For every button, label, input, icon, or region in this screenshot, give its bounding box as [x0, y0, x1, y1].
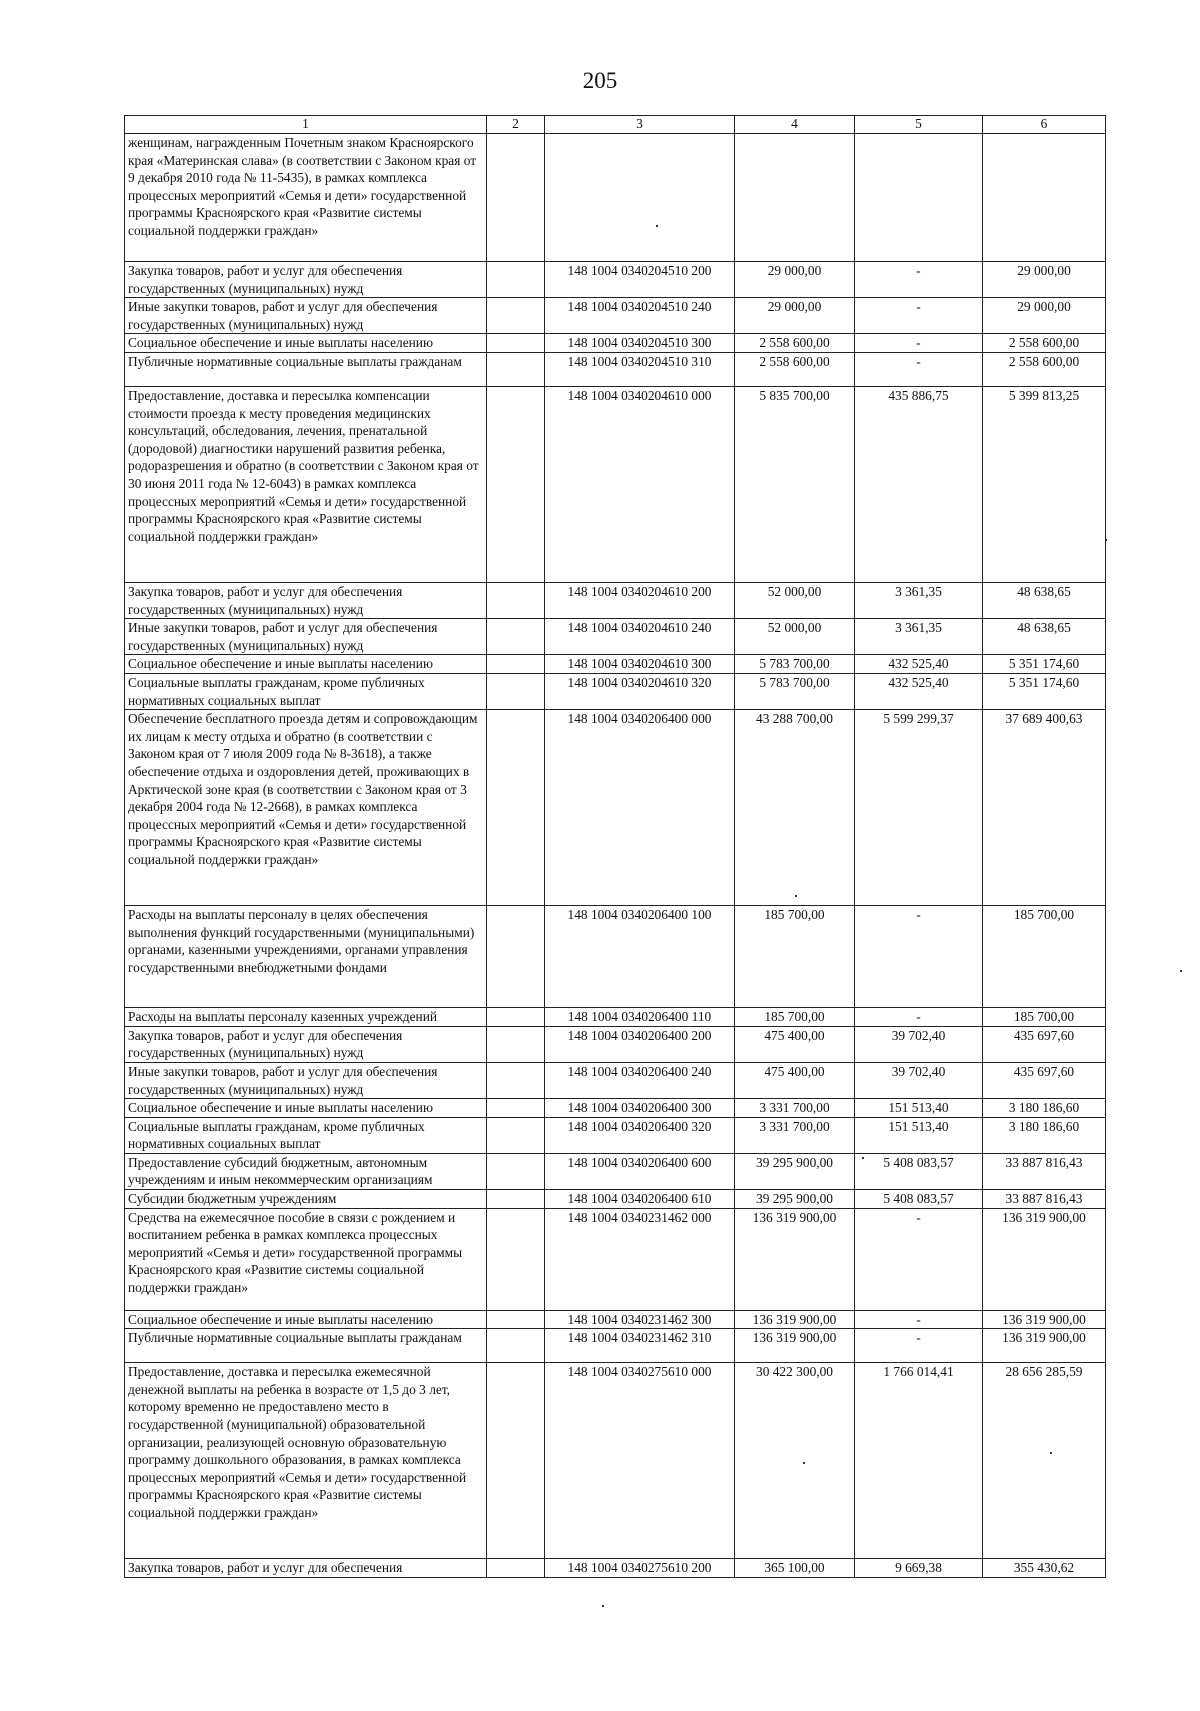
table-row: [125, 1008, 1106, 1027]
row-value4-cell: 29 000,00: [735, 298, 855, 334]
row-col2-cell: [487, 298, 545, 334]
row-name-cell: Иные закупки товаров, работ и услуг для обеспечения государственных (муниципальных) нужд: [125, 619, 487, 655]
row-value4-cell: 136 319 900,00: [735, 1310, 855, 1329]
row-code-cell: 148 1004 0340275610 000: [545, 1363, 735, 1559]
table-row: [125, 1363, 1106, 1559]
row-code-cell: 148 1004 0340204510 300: [545, 334, 735, 353]
row-value6-cell: 48 638,65: [983, 619, 1106, 655]
row-value4-cell: 475 400,00: [735, 1062, 855, 1098]
row-col2-cell: [487, 134, 545, 262]
row-code-cell: 148 1004 0340206400 100: [545, 906, 735, 1008]
row-col2-cell: [487, 262, 545, 298]
row-name-cell: женщинам, награжденным Почетным знаком Красноярского края «Материнская слава» (в соответствии с Законом края от 9 декабря 2010 года № 11-5435), в рамках комплекса процессных мероприятий «Семья и дети» государственной программы Красноярского края «Развитие системы социальной поддержки граждан»: [125, 134, 487, 262]
table-row: [125, 619, 1106, 655]
row-value4-cell: [735, 134, 855, 262]
row-value4-cell: 5 835 700,00: [735, 386, 855, 582]
row-value5-cell: [855, 134, 983, 262]
row-code-cell: 148 1004 0340275610 200: [545, 1559, 735, 1578]
row-value4-cell: 185 700,00: [735, 1008, 855, 1027]
row-name-cell: Закупка товаров, работ и услуг для обеспечения государственных (муниципальных) нужд: [125, 1026, 487, 1062]
table-body: [125, 134, 1106, 1578]
row-col2-cell: [487, 1310, 545, 1329]
row-col2-cell: [487, 386, 545, 582]
row-name-cell: Обеспечение бесплатного проезда детям и сопровождающим их лицам к месту отдыха и обратно (в соответствии с Законом края от 7 июля 2009 года № 8-3618), а также обеспечение отдыха и оздоровления детей, проживающих в Арктической зоне края (в соответствии с Законом края от 3 декабря 2004 года № 12-2668), в рамках комплекса процессных мероприятий «Семья и дети» государственной программы Красноярского края «Развитие системы социальной поддержки граждан»: [125, 710, 487, 906]
row-value6-cell: 136 319 900,00: [983, 1310, 1106, 1329]
row-value6-cell: 5 399 813,25: [983, 386, 1106, 582]
table-row: [125, 386, 1106, 582]
row-name-cell: Субсидии бюджетным учреждениям: [125, 1190, 487, 1209]
row-value5-cell: 151 513,40: [855, 1099, 983, 1118]
row-name-cell: Закупка товаров, работ и услуг для обеспечения государственных (муниципальных) нужд: [125, 582, 487, 618]
row-value6-cell: 136 319 900,00: [983, 1208, 1106, 1310]
row-value5-cell: 5 599 299,37: [855, 710, 983, 906]
scan-speck: [1180, 970, 1182, 972]
row-name-cell: Предоставление, доставка и пересылка компенсации стоимости проезда к месту проведения медицинских консультаций, обследования, лечения, пренатальной (дородовой) диагностики нарушений развития ребенка, родоразрешения и обратно (в соответствии с Законом края от 30 июня 2011 года № 12-6043) в рамках комплекса процессных мероприятий «Семья и дети» государственной программы Красноярского края «Развитие системы социальной поддержки граждан»: [125, 386, 487, 582]
column-header-3: 3: [545, 116, 735, 134]
row-value5-cell: -: [855, 906, 983, 1008]
row-col2-cell: [487, 1026, 545, 1062]
table-row: [125, 1329, 1106, 1363]
row-col2-cell: [487, 334, 545, 353]
row-value5-cell: -: [855, 1329, 983, 1363]
row-col2-cell: [487, 1008, 545, 1027]
row-value4-cell: 43 288 700,00: [735, 710, 855, 906]
table-row: [125, 352, 1106, 386]
row-col2-cell: [487, 1190, 545, 1209]
row-col2-cell: [487, 352, 545, 386]
table-row: [125, 1026, 1106, 1062]
row-col2-cell: [487, 1329, 545, 1363]
column-header-2: 2: [487, 116, 545, 134]
table-row: [125, 1559, 1106, 1578]
table-row: [125, 655, 1106, 674]
table-row: [125, 673, 1106, 709]
row-code-cell: 148 1004 0340231462 300: [545, 1310, 735, 1329]
row-value6-cell: 136 319 900,00: [983, 1329, 1106, 1363]
row-code-cell: 148 1004 0340204510 240: [545, 298, 735, 334]
row-value5-cell: -: [855, 298, 983, 334]
row-value5-cell: 3 361,35: [855, 619, 983, 655]
row-name-cell: Социальное обеспечение и иные выплаты населению: [125, 1310, 487, 1329]
row-name-cell: Публичные нормативные социальные выплаты гражданам: [125, 352, 487, 386]
row-code-cell: 148 1004 0340206400 300: [545, 1099, 735, 1118]
row-value6-cell: 29 000,00: [983, 262, 1106, 298]
row-col2-cell: [487, 582, 545, 618]
row-name-cell: Расходы на выплаты персоналу в целях обеспечения выполнения функций государственными (муниципальными) органами, казенными учреждениями, органами управления государственными внебюджетными фондами: [125, 906, 487, 1008]
budget-table: [124, 115, 1106, 1578]
row-value4-cell: 185 700,00: [735, 906, 855, 1008]
table-row: [125, 710, 1106, 906]
row-name-cell: Предоставление, доставка и пересылка ежемесячной денежной выплаты на ребенка в возрасте от 1,5 до 3 лет, которому временно не предоставлено место в государственной (муниципальной) образовательной организации, реализующей основную образовательную программу дошкольного образования, в рамках комплекса процессных мероприятий «Семья и дети» государственной программы Красноярского края «Развитие системы социальной поддержки граждан»: [125, 1363, 487, 1559]
row-code-cell: 148 1004 0340206400 320: [545, 1117, 735, 1153]
scan-speck: [795, 895, 797, 897]
row-value6-cell: 435 697,60: [983, 1026, 1106, 1062]
scan-speck: [1050, 1452, 1052, 1454]
row-value5-cell: 1 766 014,41: [855, 1363, 983, 1559]
row-code-cell: [545, 134, 735, 262]
row-value5-cell: -: [855, 1208, 983, 1310]
table-row: [125, 134, 1106, 262]
row-col2-cell: [487, 1062, 545, 1098]
row-code-cell: 148 1004 0340204510 310: [545, 352, 735, 386]
row-value4-cell: 52 000,00: [735, 582, 855, 618]
table-row: [125, 582, 1106, 618]
row-col2-cell: [487, 1099, 545, 1118]
row-value6-cell: 37 689 400,63: [983, 710, 1106, 906]
row-name-cell: Социальное обеспечение и иные выплаты населению: [125, 655, 487, 674]
row-col2-cell: [487, 655, 545, 674]
scan-speck: [656, 225, 658, 227]
row-col2-cell: [487, 1208, 545, 1310]
row-col2-cell: [487, 1117, 545, 1153]
row-value5-cell: 39 702,40: [855, 1062, 983, 1098]
row-value5-cell: -: [855, 352, 983, 386]
row-name-cell: Предоставление субсидий бюджетным, автономным учреждениям и иным некоммерческим организациям: [125, 1153, 487, 1189]
table-row: [125, 298, 1106, 334]
row-col2-cell: [487, 1363, 545, 1559]
row-code-cell: 148 1004 0340231462 000: [545, 1208, 735, 1310]
table-row: [125, 1153, 1106, 1189]
row-value6-cell: 2 558 600,00: [983, 352, 1106, 386]
table-row: [125, 1208, 1106, 1310]
row-value4-cell: 136 319 900,00: [735, 1329, 855, 1363]
row-code-cell: 148 1004 0340206400 200: [545, 1026, 735, 1062]
row-value4-cell: 29 000,00: [735, 262, 855, 298]
table-row: [125, 1099, 1106, 1118]
scan-speck: [602, 1605, 604, 1607]
row-value5-cell: -: [855, 334, 983, 353]
row-value5-cell: 435 886,75: [855, 386, 983, 582]
scan-speck: [803, 1462, 805, 1464]
row-code-cell: 148 1004 0340204610 200: [545, 582, 735, 618]
row-value5-cell: 5 408 083,57: [855, 1153, 983, 1189]
row-value4-cell: 5 783 700,00: [735, 655, 855, 674]
row-code-cell: 148 1004 0340206400 600: [545, 1153, 735, 1189]
column-header-4: 4: [735, 116, 855, 134]
column-header-1: 1: [125, 116, 487, 134]
scan-speck: [1105, 539, 1107, 541]
row-name-cell: Социальные выплаты гражданам, кроме публичных нормативных социальных выплат: [125, 1117, 487, 1153]
table-row: [125, 1062, 1106, 1098]
row-col2-cell: [487, 619, 545, 655]
row-code-cell: 148 1004 0340204610 300: [545, 655, 735, 674]
table-header-row: [125, 116, 1106, 134]
row-col2-cell: [487, 906, 545, 1008]
row-value4-cell: 136 319 900,00: [735, 1208, 855, 1310]
row-value4-cell: 30 422 300,00: [735, 1363, 855, 1559]
row-name-cell: Расходы на выплаты персоналу казенных учреждений: [125, 1008, 487, 1027]
row-value6-cell: 435 697,60: [983, 1062, 1106, 1098]
table-row: [125, 1117, 1106, 1153]
row-value6-cell: 5 351 174,60: [983, 673, 1106, 709]
row-col2-cell: [487, 1153, 545, 1189]
column-header-5: 5: [855, 116, 983, 134]
row-name-cell: Иные закупки товаров, работ и услуг для обеспечения государственных (муниципальных) нужд: [125, 298, 487, 334]
row-value5-cell: 39 702,40: [855, 1026, 983, 1062]
row-value5-cell: -: [855, 1310, 983, 1329]
row-value4-cell: 52 000,00: [735, 619, 855, 655]
row-code-cell: 148 1004 0340204610 320: [545, 673, 735, 709]
row-value6-cell: 2 558 600,00: [983, 334, 1106, 353]
row-value4-cell: 3 331 700,00: [735, 1117, 855, 1153]
row-value4-cell: 39 295 900,00: [735, 1153, 855, 1189]
row-value6-cell: 3 180 186,60: [983, 1117, 1106, 1153]
row-value6-cell: 185 700,00: [983, 1008, 1106, 1027]
row-value5-cell: 432 525,40: [855, 673, 983, 709]
row-value4-cell: 5 783 700,00: [735, 673, 855, 709]
table-row: [125, 906, 1106, 1008]
row-code-cell: 148 1004 0340206400 610: [545, 1190, 735, 1209]
table-row: [125, 262, 1106, 298]
row-name-cell: Закупка товаров, работ и услуг для обеспечения государственных (муниципальных) нужд: [125, 262, 487, 298]
table-row: [125, 1310, 1106, 1329]
scan-speck: [862, 1157, 864, 1159]
column-header-6: 6: [983, 116, 1106, 134]
row-name-cell: Средства на ежемесячное пособие в связи с рождением и воспитанием ребенка в рамках комплекса процессных мероприятий «Семья и дети» государственной программы Красноярского края «Развитие системы социальной поддержки граждан»: [125, 1208, 487, 1310]
row-value5-cell: 5 408 083,57: [855, 1190, 983, 1209]
row-value6-cell: 29 000,00: [983, 298, 1106, 334]
row-value6-cell: 3 180 186,60: [983, 1099, 1106, 1118]
row-value5-cell: 3 361,35: [855, 582, 983, 618]
row-value5-cell: 432 525,40: [855, 655, 983, 674]
row-name-cell: Закупка товаров, работ и услуг для обеспечения: [125, 1559, 487, 1578]
row-value4-cell: 2 558 600,00: [735, 334, 855, 353]
row-code-cell: 148 1004 0340204510 200: [545, 262, 735, 298]
row-value4-cell: 365 100,00: [735, 1559, 855, 1578]
row-name-cell: Социальное обеспечение и иные выплаты населению: [125, 334, 487, 353]
row-value4-cell: 39 295 900,00: [735, 1190, 855, 1209]
row-value4-cell: 475 400,00: [735, 1026, 855, 1062]
row-code-cell: 148 1004 0340206400 240: [545, 1062, 735, 1098]
row-code-cell: 148 1004 0340204610 000: [545, 386, 735, 582]
row-name-cell: Публичные нормативные социальные выплаты гражданам: [125, 1329, 487, 1363]
row-col2-cell: [487, 710, 545, 906]
row-name-cell: Социальное обеспечение и иные выплаты населению: [125, 1099, 487, 1118]
row-code-cell: 148 1004 0340231462 310: [545, 1329, 735, 1363]
table-row: [125, 334, 1106, 353]
row-col2-cell: [487, 1559, 545, 1578]
row-value6-cell: 28 656 285,59: [983, 1363, 1106, 1559]
row-value6-cell: 355 430,62: [983, 1559, 1106, 1578]
row-value6-cell: 33 887 816,43: [983, 1153, 1106, 1189]
row-value6-cell: [983, 134, 1106, 262]
row-name-cell: Иные закупки товаров, работ и услуг для обеспечения государственных (муниципальных) нужд: [125, 1062, 487, 1098]
row-value4-cell: 2 558 600,00: [735, 352, 855, 386]
row-value6-cell: 33 887 816,43: [983, 1190, 1106, 1209]
row-col2-cell: [487, 673, 545, 709]
row-value6-cell: 48 638,65: [983, 582, 1106, 618]
row-value5-cell: -: [855, 1008, 983, 1027]
row-value4-cell: 3 331 700,00: [735, 1099, 855, 1118]
row-value5-cell: 9 669,38: [855, 1559, 983, 1578]
row-value5-cell: -: [855, 262, 983, 298]
row-name-cell: Социальные выплаты гражданам, кроме публичных нормативных социальных выплат: [125, 673, 487, 709]
row-code-cell: 148 1004 0340206400 000: [545, 710, 735, 906]
row-value5-cell: 151 513,40: [855, 1117, 983, 1153]
row-code-cell: 148 1004 0340204610 240: [545, 619, 735, 655]
table-row: [125, 1190, 1106, 1209]
row-code-cell: 148 1004 0340206400 110: [545, 1008, 735, 1027]
row-value6-cell: 5 351 174,60: [983, 655, 1106, 674]
row-value6-cell: 185 700,00: [983, 906, 1106, 1008]
page-number: 205: [582, 68, 618, 93]
